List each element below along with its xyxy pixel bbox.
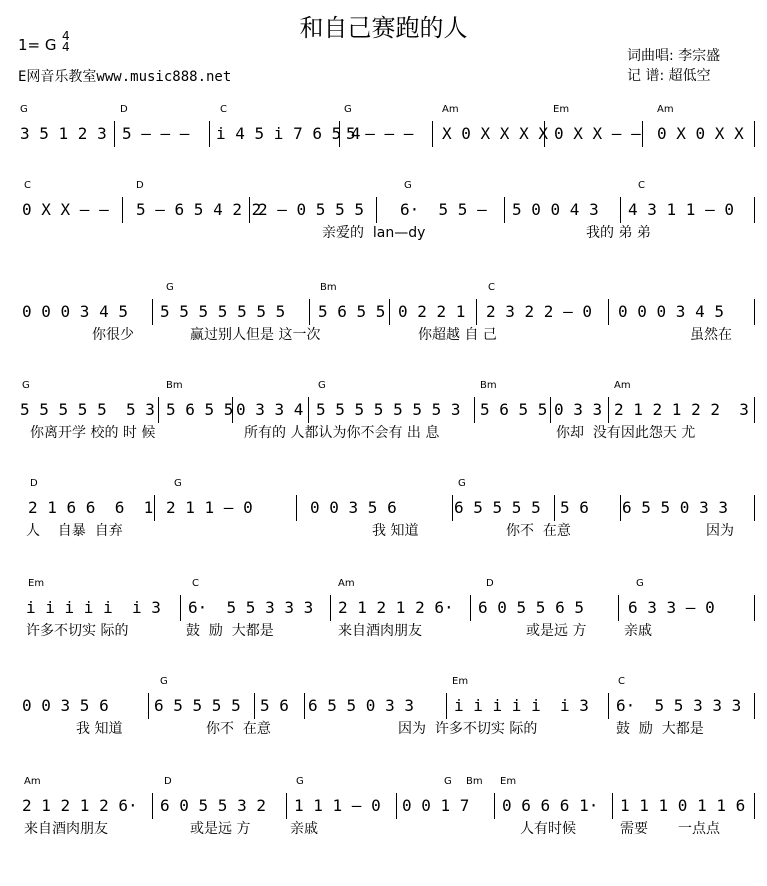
chord-row (0, 282, 767, 296)
lyric-text: 亲戚 (290, 821, 318, 837)
notes-row (0, 400, 767, 424)
measure-notes: 5 5 5 5 5 5 5 3 (316, 400, 461, 419)
chord-symbol: C (618, 676, 625, 687)
chord-symbol: G (444, 776, 452, 787)
score-system (0, 578, 767, 688)
measure-notes: 6 5 5 5 5 (454, 498, 541, 517)
lyric-text: 鼓 励 大都是 (616, 721, 704, 737)
chord-symbol: Am (24, 776, 41, 787)
lyric-text: 虽然在 (690, 327, 732, 343)
notes-row (0, 124, 767, 148)
chord-symbol: G (636, 578, 644, 589)
notes-row (0, 598, 767, 622)
measure-notes: 2 1 2 1 2 2 3 (614, 400, 749, 419)
lyric-text: 我 知道 (76, 721, 123, 737)
chord-symbol: G (160, 676, 168, 687)
measure-notes: 5 — — — (122, 124, 190, 143)
chord-symbol: Em (452, 676, 469, 687)
chord-symbol: C (488, 282, 495, 293)
measure-notes: 2 1 2 1 2 6· (338, 598, 454, 617)
measure-notes: 2 1 1 — 0 (166, 498, 253, 517)
measure-notes: 6 0 5 5 3 2 (160, 796, 266, 815)
measure-notes: 3 5 1 2 3 (20, 124, 107, 143)
measure-notes: 5 6 (560, 498, 589, 517)
credit-transcriber: 记 谱: 超低空 (627, 68, 711, 84)
lyric-text: 你不 在意 (206, 721, 271, 737)
chord-symbol: Bm (480, 380, 497, 391)
lyric-text: 需要 (620, 821, 648, 837)
chord-symbol: Em (500, 776, 517, 787)
chord-symbol: C (638, 180, 645, 191)
lyric-text: 我 知道 (372, 523, 419, 539)
lyric-text: 我的 弟 弟 (586, 225, 651, 241)
lyric-text: 来自酒肉朋友 (338, 623, 422, 639)
measure-notes: 0 X X — — (22, 200, 109, 219)
lyric-text: 一点点 (678, 821, 720, 837)
lyrics-row (0, 324, 767, 344)
measure-notes: 0 X 0 X X (657, 124, 744, 143)
measure-notes: 2 1 2 1 2 6· (22, 796, 138, 815)
lyric-text: 因为 许多不切实 际的 (398, 721, 538, 737)
site-label: E网音乐教室www.music888.net (18, 69, 232, 85)
lyrics-row (0, 620, 767, 640)
measure-notes: 2 3 2 2 — 0 (486, 302, 592, 321)
measure-notes: 0 X X — — (554, 124, 641, 143)
measure-notes: X 0 X X X X (442, 124, 548, 143)
key-signature: 1= G (18, 36, 57, 54)
chord-symbol: Em (553, 104, 570, 115)
notes-row (0, 796, 767, 820)
chord-symbol: D (120, 104, 128, 115)
lyric-text: 你超越 自 己 (418, 327, 497, 343)
measure-notes: 5 5 5 5 5 5 3 (20, 400, 155, 419)
chord-symbol: Em (28, 578, 45, 589)
lyric-text: 你离开学 校的 时 候 (30, 425, 156, 441)
credit-composer: 词曲唱: 李宗盛 (627, 48, 721, 64)
lyrics-row (0, 818, 767, 838)
measure-notes: 6 3 3 — 0 (628, 598, 715, 617)
chord-symbol: C (192, 578, 199, 589)
score-system (0, 776, 767, 886)
measure-notes: 5 — 6 5 4 2 2 (136, 200, 262, 219)
measure-notes: 5 0 0 4 3 (512, 200, 599, 219)
lyric-text: 你很少 (92, 327, 134, 343)
chord-row (0, 578, 767, 592)
chord-symbol: G (344, 104, 352, 115)
lyrics-row (0, 520, 767, 540)
score-system (0, 676, 767, 786)
lyric-text: 你却 没有因此怨天 尤 (556, 425, 696, 441)
measure-notes: 0 0 0 3 4 5 (618, 302, 724, 321)
chord-symbol: Am (338, 578, 355, 589)
lyrics-row (0, 222, 767, 242)
lyric-text: 或是远 方 (190, 821, 251, 837)
chord-symbol: D (30, 478, 38, 489)
measure-notes: 6· 5 5 — (400, 200, 487, 219)
measure-notes: 2 1 6 6 6 1 (28, 498, 154, 517)
measure-notes: 0 2 2 1 (398, 302, 466, 321)
lyrics-row (0, 718, 767, 738)
notes-row (0, 200, 767, 224)
score-system (0, 478, 767, 588)
chord-symbol: Bm (320, 282, 337, 293)
lyric-text: 人有时候 (520, 821, 576, 837)
measure-notes: 0 3 3 4 (236, 400, 304, 419)
chord-symbol: G (20, 104, 28, 115)
lyrics-row (0, 422, 767, 442)
score-system (0, 380, 767, 490)
chord-symbol: D (136, 180, 144, 191)
measure-notes: 0 6 6 6 1· (502, 796, 599, 815)
measure-notes: 6 0 5 5 6 5 (478, 598, 584, 617)
measure-notes: 5 6 (260, 696, 289, 715)
chord-symbol: Am (614, 380, 631, 391)
lyric-text: 许多不切实 际的 (26, 623, 129, 639)
measure-notes: 6· 5 5 3 3 3 (188, 598, 314, 617)
lyric-text: 赢过别人但是 这一次 (190, 327, 321, 343)
measure-notes: 5 6 5 5 (166, 400, 234, 419)
chord-row (0, 104, 767, 118)
measure-notes: 1 1 1 0 1 1 6 (620, 796, 746, 815)
chord-symbol: G (166, 282, 174, 293)
chord-symbol: Am (657, 104, 674, 115)
song-title: 和自己赛跑的人 (299, 14, 468, 42)
measure-notes: 0 0 0 3 4 5 (22, 302, 128, 321)
chord-symbol: G (458, 478, 466, 489)
lyrics-row (0, 146, 767, 166)
measure-notes: 5 6 5 5 (480, 400, 548, 419)
measure-notes: 0 3 3 (554, 400, 603, 419)
chord-symbol: G (296, 776, 304, 787)
lyric-text: 所有的 人都认为你不会有 出 息 (244, 425, 440, 441)
lyric-text: 或是远 方 (526, 623, 587, 639)
chord-symbol: D (486, 578, 494, 589)
measure-notes: 1 1 1 — 0 (294, 796, 381, 815)
chord-symbol: Am (442, 104, 459, 115)
chord-row (0, 478, 767, 492)
measure-notes: i 4 5 i 7 6 5 4 (216, 124, 361, 143)
chord-symbol: Bm (166, 380, 183, 391)
measure-notes: 5 5 5 5 5 5 5 (160, 302, 286, 321)
measure-notes: i i i i i i 3 (454, 696, 589, 715)
notes-row (0, 498, 767, 522)
chord-symbol: Bm (466, 776, 483, 787)
time-signature (62, 31, 70, 53)
chord-symbol: G (22, 380, 30, 391)
measure-notes: 2 — 0 5 5 5 (258, 200, 364, 219)
score-system (0, 180, 767, 290)
notes-row (0, 302, 767, 326)
measure-notes: 6 5 5 5 5 (154, 696, 241, 715)
time-sig-bottom: 4 (62, 40, 70, 54)
measure-notes: 0 0 3 5 6 (310, 498, 397, 517)
chord-row (0, 180, 767, 194)
measure-notes: 0 0 1 7 (402, 796, 470, 815)
lyric-text: 亲爱的 lan—dy (322, 225, 426, 241)
lyric-text: 因为 (706, 523, 734, 539)
chord-row (0, 380, 767, 394)
measure-notes: i i i i i i 3 (26, 598, 161, 617)
chord-symbol: G (318, 380, 326, 391)
notes-row (0, 696, 767, 720)
credits (627, 46, 720, 86)
chord-symbol: G (174, 478, 182, 489)
lyric-text: 亲戚 (624, 623, 652, 639)
chord-symbol: C (220, 104, 227, 115)
measure-notes: 6 5 5 0 3 3 (308, 696, 414, 715)
measure-notes: 5 — — — (346, 124, 414, 143)
score-system (0, 282, 767, 392)
measure-notes: 4 3 1 1 — 0 (628, 200, 734, 219)
lyric-text: 你不 在意 (506, 523, 571, 539)
chord-row (0, 676, 767, 690)
lyric-text: 鼓 励 大都是 (186, 623, 274, 639)
lyric-text: 来自酒肉朋友 (24, 821, 108, 837)
measure-notes: 6· 5 5 3 3 3 (616, 696, 742, 715)
measure-notes: 5 6 5 5 (318, 302, 386, 321)
chord-symbol: D (164, 776, 172, 787)
chord-row (0, 776, 767, 790)
time-sig-top: 4 (62, 29, 70, 43)
measure-notes: 6 5 5 0 3 3 (622, 498, 728, 517)
measure-notes: 0 0 3 5 6 (22, 696, 109, 715)
chord-symbol: G (404, 180, 412, 191)
lyric-text: 人 自暴 自弃 (26, 523, 123, 539)
chord-symbol: C (24, 180, 31, 191)
